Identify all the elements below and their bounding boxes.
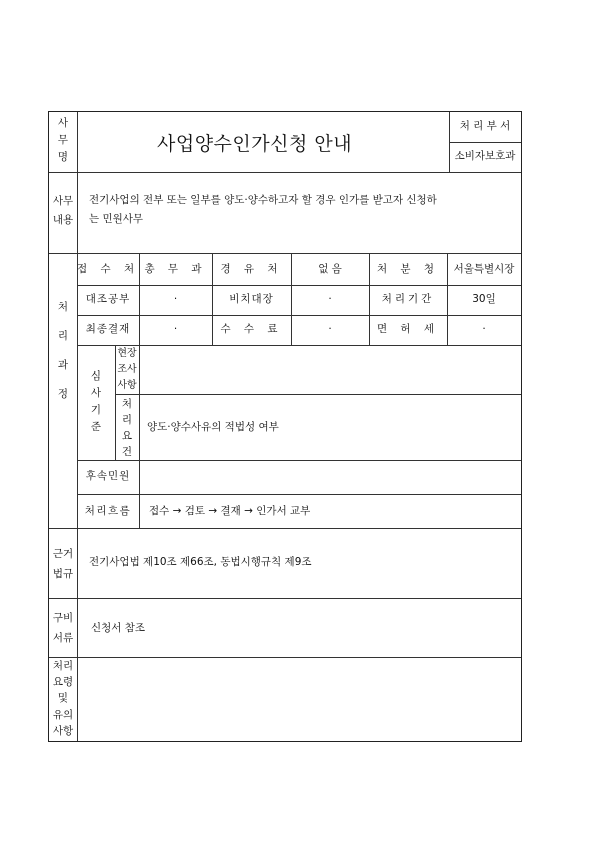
divider (77, 315, 521, 316)
required-docs-label: 구비 서류 (52, 612, 74, 644)
register-label: 비치대장 (229, 293, 274, 305)
review-criteria-label: 심 사 기 준 (90, 370, 102, 433)
divider (77, 345, 521, 346)
legal-basis-label: 근거 법규 (52, 548, 74, 580)
divider (449, 142, 521, 143)
content-label: 사무 내용 (52, 195, 74, 226)
content-text-line1: 전기사업의 전부 또는 일부를 양도·양수하고자 할 경우 인가를 받고자 신청하 (89, 194, 437, 206)
dept-value: 소비자보호과 (454, 150, 516, 162)
dept-label: 처 리 부 서 (459, 120, 511, 132)
ledger-check-value: · (173, 293, 178, 305)
reception-value: 총 무 과 (144, 263, 207, 275)
via-value: 없 음 (318, 263, 342, 275)
flow-value: 접수 → 검토 → 결재 → 인가서 교부 (149, 505, 311, 517)
license-tax-label: 면 허 세 (376, 323, 440, 335)
notes-label: 처리 요령 및 유의 사항 (52, 660, 74, 737)
processing-period-label: 처리기간 (381, 293, 435, 305)
page-title: 사업양수인가신청 안내 (157, 133, 353, 155)
license-tax-value: · (482, 323, 486, 335)
affairs-name-label: 사 무 명 (57, 117, 69, 163)
fee-label: 수 수 료 (220, 323, 283, 335)
divider (49, 528, 521, 529)
field-survey-label: 현장 조사 사항 (117, 348, 137, 391)
disposition-label: 처 분 청 (376, 263, 440, 275)
final-approval-value: · (173, 323, 178, 335)
via-label: 경 유 처 (220, 263, 283, 275)
divider (49, 172, 521, 173)
requirements-label: 처 리 요 건 (121, 398, 133, 458)
divider (77, 285, 521, 286)
content-text-line2: 는 민원사무 (89, 213, 144, 225)
ledger-check-label: 대조공부 (85, 293, 131, 305)
final-approval-label: 최종결재 (85, 323, 131, 335)
requirements-value: 양도·양수사유의 적법성 여부 (147, 421, 279, 433)
divider (77, 460, 521, 461)
divider (49, 598, 521, 599)
divider (49, 253, 521, 254)
divider (115, 394, 521, 395)
required-docs-value: 신청서 참조 (91, 622, 146, 634)
followup-label: 후속민원 (85, 470, 131, 482)
register-value: · (328, 293, 332, 305)
divider (49, 657, 521, 658)
reception-label: 접 수 처 (77, 263, 140, 275)
divider (139, 345, 140, 528)
processing-period-value: 30일 (472, 293, 496, 305)
legal-basis-value: 전기사업법 제10조 제66조, 동법시행규칙 제9조 (89, 556, 312, 568)
application-guide-form (48, 111, 522, 742)
disposition-value: 서울특별시장 (453, 263, 515, 275)
process-label: 처 리 과 정 (57, 301, 69, 400)
flow-label: 처리흐름 (84, 505, 132, 517)
fee-value: · (328, 323, 332, 335)
divider (77, 494, 521, 495)
